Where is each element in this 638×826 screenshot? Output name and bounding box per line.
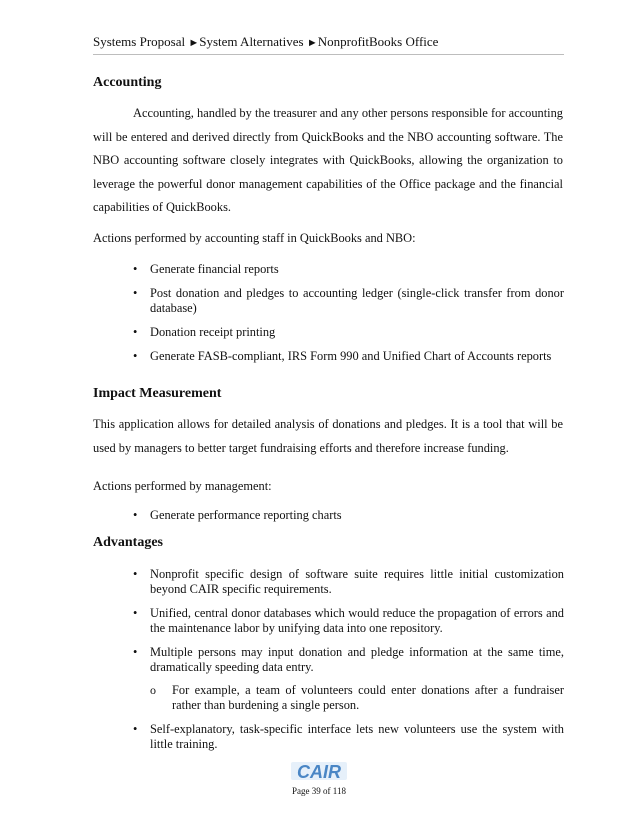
impact-actions-intro: Actions performed by management: <box>93 479 272 493</box>
sub-list <box>150 683 564 713</box>
accounting-actions-list <box>150 262 564 373</box>
list-item: • Donation receipt printing <box>150 325 564 340</box>
list-item <box>150 645 564 713</box>
sub-list-item: o For example, a team of volunteers could enter donations after a fundraiser rather than burdening a single person. <box>172 683 564 713</box>
list-item: • Generate financial reports <box>150 262 564 277</box>
page-number: Page 39 of 118 <box>292 786 346 796</box>
list-item-text: Multiple persons may input donation and pledge information at the same time, dramatically speeding data entry. <box>150 645 564 674</box>
accounting-actions-intro: Actions performed by accounting staff in QuickBooks and NBO: <box>93 231 416 245</box>
impact-actions-list <box>150 508 564 532</box>
accounting-paragraph: Accounting, handled by the treasurer and any other persons responsible for accounting will be entered and derived directly from QuickBooks and the NBO accounting software. The NBO accounting software closely integrates with QuickBooks, allowing the organization to leverage the powerful donor management capabilities of the Office package and the financial capabilities of QuickBooks. <box>93 106 563 214</box>
list-item: • Nonprofit specific design of software suite requires little initial customization beyond CAIR specific requirements. <box>150 567 564 597</box>
impact-paragraph: This application allows for detailed analysis of donations and pledges. It is a tool that will be used by managers to better target fundraising efforts and therefore increase funding. <box>93 417 563 455</box>
header-separator-icon: ► <box>306 37 318 49</box>
list-item: • Unified, central donor databases which would reduce the propagation of errors and the maintenance labor by unifying data into one repository. <box>150 606 564 636</box>
logo-text: CAIR <box>297 762 341 782</box>
list-item: • Generate FASB-compliant, IRS Form 990 and Unified Chart of Accounts reports <box>150 349 564 364</box>
page-footer <box>0 756 638 796</box>
list-item: • Post donation and pledges to accounting ledger (single-click transfer from donor database) <box>150 286 564 316</box>
header-crumb-2: System Alternatives <box>199 34 304 49</box>
cair-logo-icon <box>289 756 349 786</box>
header-separator-icon: ► <box>188 37 200 49</box>
header-crumb-1: Systems Proposal <box>93 34 186 49</box>
list-item: • Generate performance reporting charts <box>150 508 564 523</box>
running-header <box>93 34 564 55</box>
advantages-heading: Advantages <box>93 535 164 550</box>
impact-heading: Impact Measurement <box>93 386 222 401</box>
advantages-list <box>150 567 564 761</box>
header-crumb-3: NonprofitBooks Office <box>317 34 439 49</box>
list-item: • Self-explanatory, task-specific interface lets new volunteers use the system with little training. <box>150 722 564 752</box>
accounting-heading: Accounting <box>93 75 162 90</box>
